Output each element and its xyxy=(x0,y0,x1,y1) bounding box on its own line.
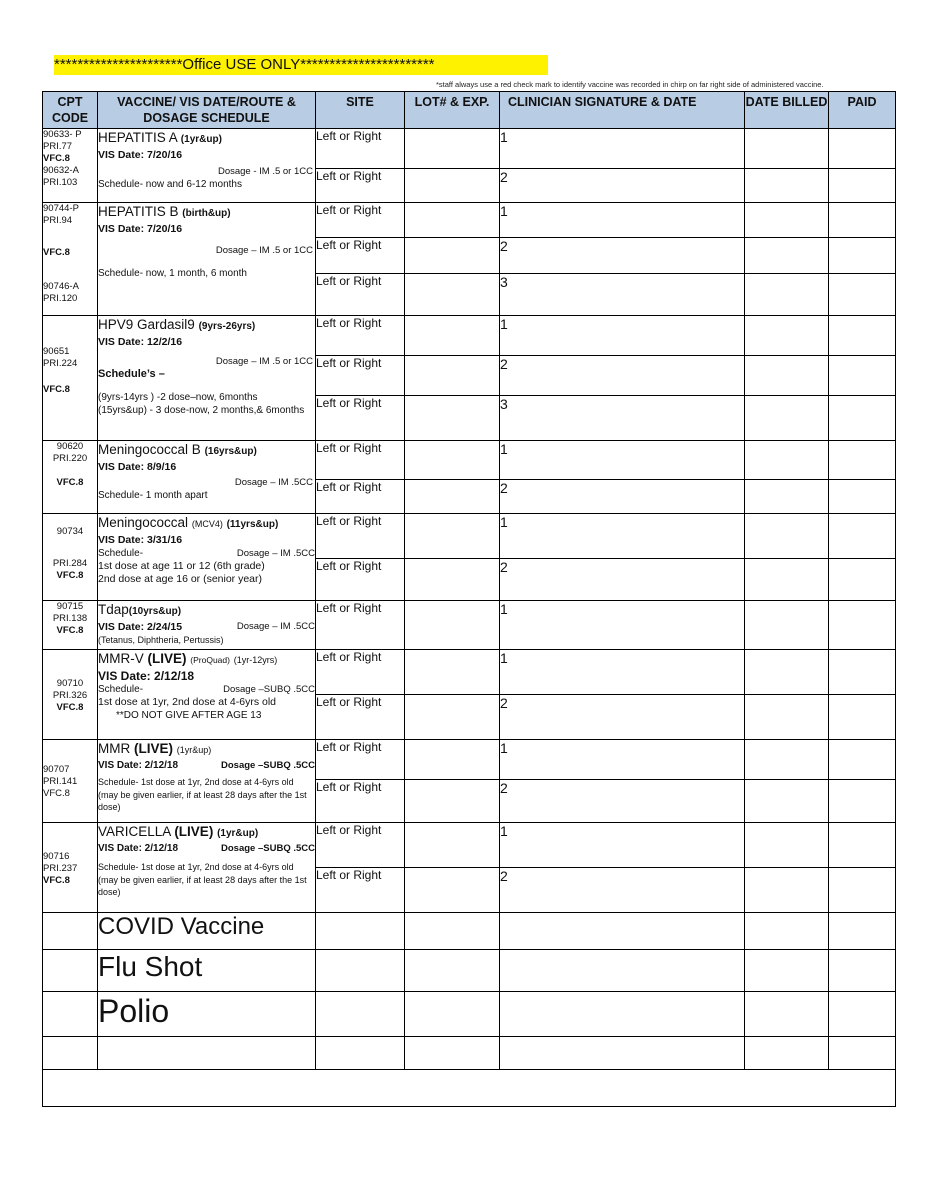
lot-cell[interactable] xyxy=(405,396,500,441)
lot-cell[interactable] xyxy=(405,650,500,695)
dosage: Dosage –SUBQ .5CC xyxy=(221,843,315,854)
table-row xyxy=(43,1070,896,1107)
paid-cell[interactable] xyxy=(829,601,896,650)
cpt-vfc: VFC.8 xyxy=(56,702,84,713)
paid-cell[interactable] xyxy=(829,514,896,559)
cpt-cell xyxy=(43,203,98,316)
date-billed-cell[interactable] xyxy=(745,514,829,559)
table-row xyxy=(43,1037,896,1070)
cpt-cell[interactable] xyxy=(43,992,98,1037)
cpt-pri: PRI.220 xyxy=(52,453,88,464)
vis-date: VIS Date: 2/12/18 xyxy=(98,760,179,771)
header-row xyxy=(43,92,896,129)
age-warning: **DO NOT GIVE AFTER AGE 13 xyxy=(116,710,262,721)
header-paid: PAID xyxy=(829,92,896,129)
paid-cell[interactable] xyxy=(829,868,896,913)
date-billed-cell[interactable] xyxy=(745,238,829,274)
cpt-code: 90715 xyxy=(56,601,84,612)
date-billed-cell[interactable] xyxy=(745,559,829,601)
vaccine-age: (16yrs&up) xyxy=(204,446,257,457)
site-cell[interactable]: Left or Right xyxy=(316,740,405,780)
vaccine-name: Meningococcal xyxy=(98,515,189,530)
vaccine-age: (11yrs&up) xyxy=(226,519,279,530)
table-row xyxy=(43,601,896,650)
vis-date: VIS Date: 2/12/18 xyxy=(98,669,195,683)
vaccine-name: MMR xyxy=(98,741,131,756)
schedule-line-2: (15yrs&up) - 3 dose-now, 2 months,& 6months xyxy=(98,405,305,416)
date-billed-cell[interactable] xyxy=(745,274,829,316)
dosage: Dosage –SUBQ .5CC xyxy=(223,684,315,695)
vaccine-name: Meningococcal B xyxy=(98,442,201,457)
paid-cell[interactable] xyxy=(829,129,896,169)
date-billed-cell[interactable] xyxy=(745,650,829,695)
lot-cell[interactable] xyxy=(405,559,500,601)
paid-cell[interactable] xyxy=(829,992,896,1037)
signature-cell[interactable]: 2 xyxy=(500,356,745,396)
signature-cell[interactable] xyxy=(500,992,745,1037)
table-row xyxy=(43,129,896,169)
staff-note: *staff always use a red check mark to identify vaccine was recorded in chirp on far right side of administered vaccine. xyxy=(436,80,824,89)
table-row xyxy=(43,823,896,868)
date-billed-cell[interactable] xyxy=(745,740,829,780)
paid-cell[interactable] xyxy=(829,695,896,740)
date-billed-cell[interactable] xyxy=(745,480,829,514)
notes-cell[interactable] xyxy=(43,1070,896,1107)
signature-cell[interactable]: 1 xyxy=(500,601,745,650)
cpt-pri: PRI.284 xyxy=(52,558,88,569)
cpt-cell xyxy=(43,823,98,913)
cpt-vfc: VFC.8 xyxy=(56,477,84,488)
lot-cell[interactable] xyxy=(405,740,500,780)
site-cell[interactable] xyxy=(316,992,405,1037)
cpt-vfc: VFC.8 xyxy=(43,788,70,799)
paid-cell[interactable] xyxy=(829,559,896,601)
vaccine-cell xyxy=(98,514,316,601)
cpt-vfc: VFC.8 xyxy=(43,875,70,886)
lot-cell[interactable] xyxy=(405,274,500,316)
schedule-title: Schedule’s – xyxy=(98,368,165,380)
signature-cell[interactable]: 2 xyxy=(500,695,745,740)
vis-date: VIS Date: 2/12/18 xyxy=(98,843,179,854)
cpt-pri: PRI.77 xyxy=(43,141,73,152)
vaccine-note: (Tetanus, Diphtheria, Pertussis) xyxy=(98,635,224,645)
cpt-code: 90707 xyxy=(43,764,70,775)
vaccine-cell xyxy=(98,316,316,441)
signature-cell[interactable]: 2 xyxy=(500,480,745,514)
cpt-pri: PRI.326 xyxy=(52,690,88,701)
site-cell[interactable]: Left or Right xyxy=(316,514,405,559)
vaccine-cell xyxy=(98,601,316,650)
vaccine-cell xyxy=(98,823,316,913)
cpt-cell[interactable] xyxy=(43,913,98,950)
vis-date: VIS Date: 12/2/16 xyxy=(98,336,183,348)
site-cell[interactable]: Left or Right xyxy=(316,203,405,238)
lot-cell[interactable] xyxy=(405,356,500,396)
signature-cell[interactable]: 1 xyxy=(500,823,745,868)
cpt-cell xyxy=(43,601,98,650)
signature-cell[interactable]: 2 xyxy=(500,780,745,823)
paid-cell[interactable] xyxy=(829,740,896,780)
signature-cell[interactable]: 1 xyxy=(500,316,745,356)
schedule-line-2: 2nd dose at age 16 or (senior year) xyxy=(98,573,263,585)
paid-cell[interactable] xyxy=(829,274,896,316)
lot-cell[interactable] xyxy=(405,992,500,1037)
vaccine-cell xyxy=(98,441,316,514)
cpt-vfc: VFC.8 xyxy=(43,384,70,395)
site-cell[interactable]: Left or Right xyxy=(316,129,405,169)
cpt-pri: PRI.224 xyxy=(43,358,78,369)
vaccine-record-table xyxy=(42,91,896,1107)
cpt-pri: PRI.138 xyxy=(52,613,88,624)
date-billed-cell[interactable] xyxy=(745,1037,829,1070)
vaccine-age: (1yr&up) xyxy=(217,828,259,839)
header-clinician: CLINICIAN SIGNATURE & DATE xyxy=(500,92,745,129)
vaccine-flu: Flu Shot xyxy=(98,950,316,992)
vis-date: VIS Date: 7/20/16 xyxy=(98,223,183,235)
paid-cell[interactable] xyxy=(829,203,896,238)
signature-cell[interactable] xyxy=(500,1037,745,1070)
table-row xyxy=(43,992,896,1037)
paid-cell[interactable] xyxy=(829,1037,896,1070)
live-label: (LIVE) xyxy=(134,741,174,756)
date-billed-cell[interactable] xyxy=(745,356,829,396)
site-cell[interactable]: Left or Right xyxy=(316,601,405,650)
signature-cell[interactable]: 1 xyxy=(500,740,745,780)
cpt-vfc: VFC.8 xyxy=(43,153,70,164)
site-cell[interactable]: Left or Right xyxy=(316,316,405,356)
site-cell[interactable] xyxy=(316,1037,405,1070)
paid-cell[interactable] xyxy=(829,913,896,950)
date-billed-cell[interactable] xyxy=(745,695,829,740)
live-label: (LIVE) xyxy=(147,651,187,666)
vaccine-covid: COVID Vaccine xyxy=(98,913,316,950)
lot-cell[interactable] xyxy=(405,823,500,868)
date-billed-cell[interactable] xyxy=(745,441,829,480)
paid-cell[interactable] xyxy=(829,238,896,274)
cpt-cell[interactable] xyxy=(43,950,98,992)
lot-cell[interactable] xyxy=(405,950,500,992)
dosage: Dosage – IM .5CC xyxy=(236,548,315,559)
office-use-banner: **********************Office USE ONLY*********************** xyxy=(54,55,548,75)
vaccine-subtype: (ProQuad) xyxy=(190,655,230,665)
date-billed-cell[interactable] xyxy=(745,169,829,203)
lot-cell[interactable] xyxy=(405,441,500,480)
vaccine-name: VARICELLA xyxy=(98,824,171,839)
signature-cell[interactable]: 2 xyxy=(500,868,745,913)
dosage: Dosage – IM .5 or 1CC xyxy=(215,245,313,256)
date-billed-cell[interactable] xyxy=(745,316,829,356)
header-vaccine: VACCINE/ VIS DATE/ROUTE & DOSAGE SCHEDULE xyxy=(98,92,316,129)
vaccine-cell xyxy=(98,129,316,203)
paid-cell[interactable] xyxy=(829,780,896,823)
lot-cell[interactable] xyxy=(405,480,500,514)
header-cpt: CPT CODE xyxy=(43,92,98,129)
paid-cell[interactable] xyxy=(829,169,896,203)
header-site: SITE xyxy=(316,92,405,129)
lot-cell[interactable] xyxy=(405,868,500,913)
vaccine-name: MMR-V xyxy=(98,651,144,666)
vaccine-name: HEPATITIS A xyxy=(98,130,178,145)
vaccine-name: Tdap xyxy=(98,602,129,617)
cpt-pri-adult: PRI.120 xyxy=(43,293,78,304)
lot-cell[interactable] xyxy=(405,514,500,559)
site-cell[interactable]: Left or Right xyxy=(316,780,405,823)
date-billed-cell[interactable] xyxy=(745,780,829,823)
paid-cell[interactable] xyxy=(829,823,896,868)
site-cell[interactable]: Left or Right xyxy=(316,238,405,274)
table-row xyxy=(43,514,896,559)
cpt-cell xyxy=(43,129,98,203)
cpt-code-adult: 90632-A xyxy=(43,165,79,176)
schedule: Schedule- now and 6-12 months xyxy=(98,179,242,190)
signature-cell[interactable]: 1 xyxy=(500,514,745,559)
site-cell[interactable]: Left or Right xyxy=(316,274,405,316)
signature-cell[interactable]: 1 xyxy=(500,203,745,238)
schedule: Schedule- now, 1 month, 6 month xyxy=(98,268,247,279)
lot-cell[interactable] xyxy=(405,780,500,823)
site-cell[interactable]: Left or Right xyxy=(316,823,405,868)
date-billed-cell[interactable] xyxy=(745,396,829,441)
cpt-code: 90620 xyxy=(56,441,84,452)
dosage: Dosage – IM .5CC xyxy=(236,621,315,632)
lot-cell[interactable] xyxy=(405,129,500,169)
cpt-code-adult: 90746-A xyxy=(43,281,79,292)
dosage: Dosage –SUBQ .5CC xyxy=(221,760,315,771)
date-billed-cell[interactable] xyxy=(745,992,829,1037)
lot-cell[interactable] xyxy=(405,203,500,238)
cpt-pri: PRI.237 xyxy=(43,863,78,874)
signature-cell[interactable]: 1 xyxy=(500,441,745,480)
header-date-billed: DATE BILLED xyxy=(745,92,829,129)
vis-date: VIS Date: 8/9/16 xyxy=(98,461,177,473)
cpt-vfc: VFC.8 xyxy=(43,247,70,258)
lot-cell[interactable] xyxy=(405,601,500,650)
cpt-code: 90744-P xyxy=(43,203,79,214)
dosage: Dosage – IM .5CC xyxy=(234,477,313,488)
schedule-line-1: 1st dose at 1yr, 2nd dose at 4-6yrs old xyxy=(98,696,277,708)
table-row xyxy=(43,650,896,695)
schedule-label: Schedule- xyxy=(98,548,144,559)
paid-cell[interactable] xyxy=(829,316,896,356)
cpt-cell xyxy=(43,514,98,601)
lot-cell[interactable] xyxy=(405,695,500,740)
vis-date: VIS Date: 2/24/15 xyxy=(98,621,183,633)
cpt-pri-adult: PRI.103 xyxy=(43,177,78,188)
signature-cell[interactable]: 1 xyxy=(500,129,745,169)
vaccine-subtype: (MCV4) xyxy=(191,519,223,529)
table-row xyxy=(43,203,896,238)
vaccine-cell xyxy=(98,740,316,823)
site-cell[interactable]: Left or Right xyxy=(316,356,405,396)
cpt-cell xyxy=(43,316,98,441)
vaccine-age: (1yr&up) xyxy=(176,745,212,755)
cpt-vfc: VFC.8 xyxy=(56,570,84,581)
vis-date: VIS Date: 7/20/16 xyxy=(98,149,183,161)
cpt-code: 90651 xyxy=(43,346,70,357)
cpt-code: 90716 xyxy=(43,851,70,862)
lot-cell[interactable] xyxy=(405,238,500,274)
paid-cell[interactable] xyxy=(829,441,896,480)
date-billed-cell[interactable] xyxy=(745,868,829,913)
site-cell[interactable]: Left or Right xyxy=(316,695,405,740)
lot-cell[interactable] xyxy=(405,316,500,356)
vaccine-age: (1yr&up) xyxy=(180,134,222,145)
paid-cell[interactable] xyxy=(829,950,896,992)
cpt-cell[interactable] xyxy=(43,1037,98,1070)
vaccine-age: (9yrs-26yrs) xyxy=(198,321,256,332)
signature-cell[interactable] xyxy=(500,950,745,992)
cpt-cell xyxy=(43,740,98,823)
table-row xyxy=(43,316,896,356)
cpt-vfc: VFC.8 xyxy=(56,625,84,636)
site-cell[interactable]: Left or Right xyxy=(316,559,405,601)
vaccine-name: HEPATITIS B xyxy=(98,204,179,219)
vaccine-polio: Polio xyxy=(98,992,316,1037)
vaccine-age: (1yr-12yrs) xyxy=(233,655,278,665)
date-billed-cell[interactable] xyxy=(745,203,829,238)
vis-date: VIS Date: 3/31/16 xyxy=(98,534,183,546)
site-cell[interactable]: Left or Right xyxy=(316,650,405,695)
paid-cell[interactable] xyxy=(829,480,896,514)
signature-cell[interactable]: 1 xyxy=(500,650,745,695)
table-row xyxy=(43,950,896,992)
dosage: Dosage – IM .5 or 1CC xyxy=(215,356,313,367)
site-cell[interactable]: Left or Right xyxy=(316,480,405,514)
signature-cell[interactable]: 2 xyxy=(500,238,745,274)
signature-cell[interactable] xyxy=(500,913,745,950)
vaccine-age: (10yrs&up) xyxy=(128,606,182,617)
vaccine-cell xyxy=(98,650,316,740)
date-billed-cell[interactable] xyxy=(745,913,829,950)
vaccine-cell xyxy=(98,203,316,316)
schedule: Schedule- 1st dose at 1yr, 2nd dose at 4-6yrs old (may be given earlier, if at least 28 days after the 1st dose) xyxy=(98,862,307,897)
cpt-code: 90734 xyxy=(56,526,84,537)
date-billed-cell[interactable] xyxy=(745,823,829,868)
header-lot: LOT# & EXP. xyxy=(405,92,500,129)
cpt-cell xyxy=(43,650,98,740)
cpt-cell xyxy=(43,441,98,514)
schedule-line-1: (9yrs-14yrs ) -2 dose–now, 6months xyxy=(98,392,258,403)
site-cell[interactable]: Left or Right xyxy=(316,441,405,480)
table-row xyxy=(43,913,896,950)
site-cell[interactable]: Left or Right xyxy=(316,396,405,441)
signature-cell[interactable]: 2 xyxy=(500,169,745,203)
site-cell[interactable] xyxy=(316,950,405,992)
table-row xyxy=(43,740,896,780)
schedule: Schedule- 1 month apart xyxy=(98,490,208,501)
lot-cell[interactable] xyxy=(405,169,500,203)
vaccine-cell[interactable] xyxy=(98,1037,316,1070)
lot-cell[interactable] xyxy=(405,913,500,950)
schedule-label: Schedule- xyxy=(98,684,144,695)
site-cell[interactable] xyxy=(316,913,405,950)
signature-cell[interactable]: 2 xyxy=(500,559,745,601)
schedule-line-1: 1st dose at age 11 or 12 (6th grade) xyxy=(98,560,265,572)
paid-cell[interactable] xyxy=(829,396,896,441)
live-label: (LIVE) xyxy=(174,824,214,839)
date-billed-cell[interactable] xyxy=(745,129,829,169)
date-billed-cell[interactable] xyxy=(745,601,829,650)
signature-cell[interactable]: 3 xyxy=(500,274,745,316)
cpt-pri: PRI.94 xyxy=(43,215,73,226)
cpt-code: 90710 xyxy=(56,678,84,689)
cpt-pri: PRI.141 xyxy=(43,776,78,787)
table-row xyxy=(43,441,896,480)
site-cell[interactable]: Left or Right xyxy=(316,868,405,913)
vaccine-name: HPV9 Gardasil9 xyxy=(98,317,195,332)
cpt-code: 90633- P xyxy=(43,129,82,140)
site-cell[interactable]: Left or Right xyxy=(316,169,405,203)
lot-cell[interactable] xyxy=(405,1037,500,1070)
paid-cell[interactable] xyxy=(829,356,896,396)
paid-cell[interactable] xyxy=(829,650,896,695)
dosage: Dosage - IM .5 or 1CC xyxy=(217,166,313,177)
schedule: Schedule- 1st dose at 1yr, 2nd dose at 4-6yrs old (may be given earlier, if at least 28 days after the 1st dose) xyxy=(98,777,307,812)
signature-cell[interactable]: 3 xyxy=(500,396,745,441)
vaccine-age: (birth&up) xyxy=(182,208,231,219)
date-billed-cell[interactable] xyxy=(745,950,829,992)
